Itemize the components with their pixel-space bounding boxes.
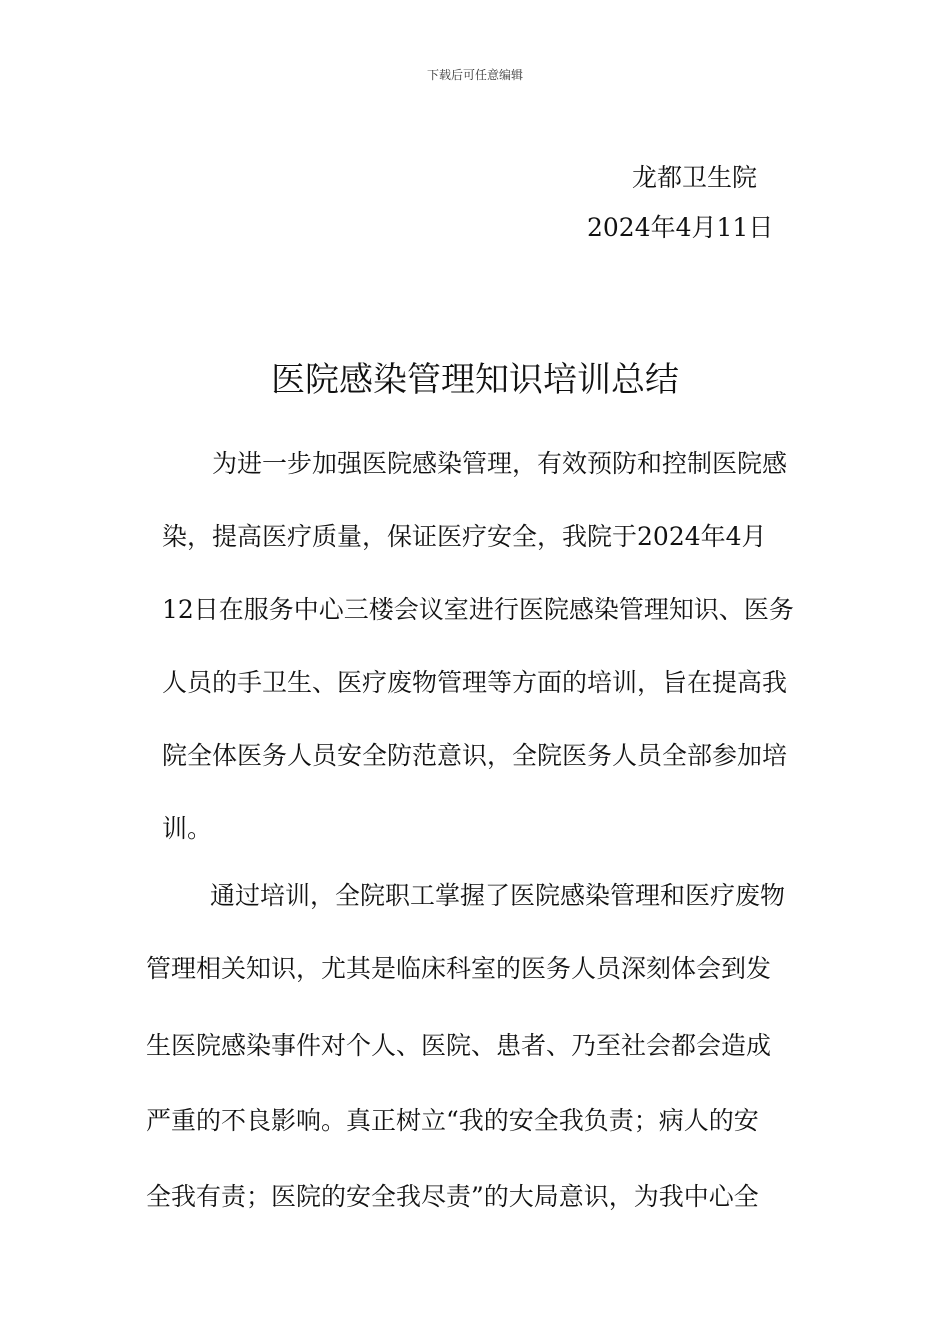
paragraph-line: 管理相关知识，尤其是临床科室的医务人员深刻体会到发 (146, 954, 772, 983)
header-note: 下载后可任意编辑 (426, 68, 523, 82)
document-title: 医院感染管理知识培训总结 (271, 360, 679, 400)
signature-org: 龙都卫生院 (632, 163, 758, 192)
paragraph-line: 通过培训，全院职工掌握了医院感染管理和医疗废物 (210, 881, 786, 910)
paragraph-line: 为进一步加强医院感染管理，有效预防和控制医院感 (212, 449, 788, 478)
paragraph-line: 染，提高医疗质量，保证医疗安全，我院于2024年4月 (162, 522, 767, 551)
paragraph-line: 严重的不良影响。真正树立“我的安全我负责；病人的安 (146, 1106, 759, 1135)
paragraph-line: 全我有责；医院的安全我尽责”的大局意识，为我中心全 (146, 1182, 759, 1211)
paragraph-line: 院全体医务人员安全防范意识，全院医务人员全部参加培 (162, 741, 788, 770)
paragraph-line: 训。 (162, 814, 213, 843)
paragraph-line: 人员的手卫生、医疗废物管理等方面的培训，旨在提高我 (162, 668, 788, 697)
paragraph-line: 生医院感染事件对个人、医院、患者、乃至社会都会造成 (146, 1031, 772, 1060)
paragraph-line: 12日在服务中心三楼会议室进行医院感染管理知识、医务 (162, 595, 794, 624)
signature-date: 2024年4月11日 (587, 213, 774, 242)
